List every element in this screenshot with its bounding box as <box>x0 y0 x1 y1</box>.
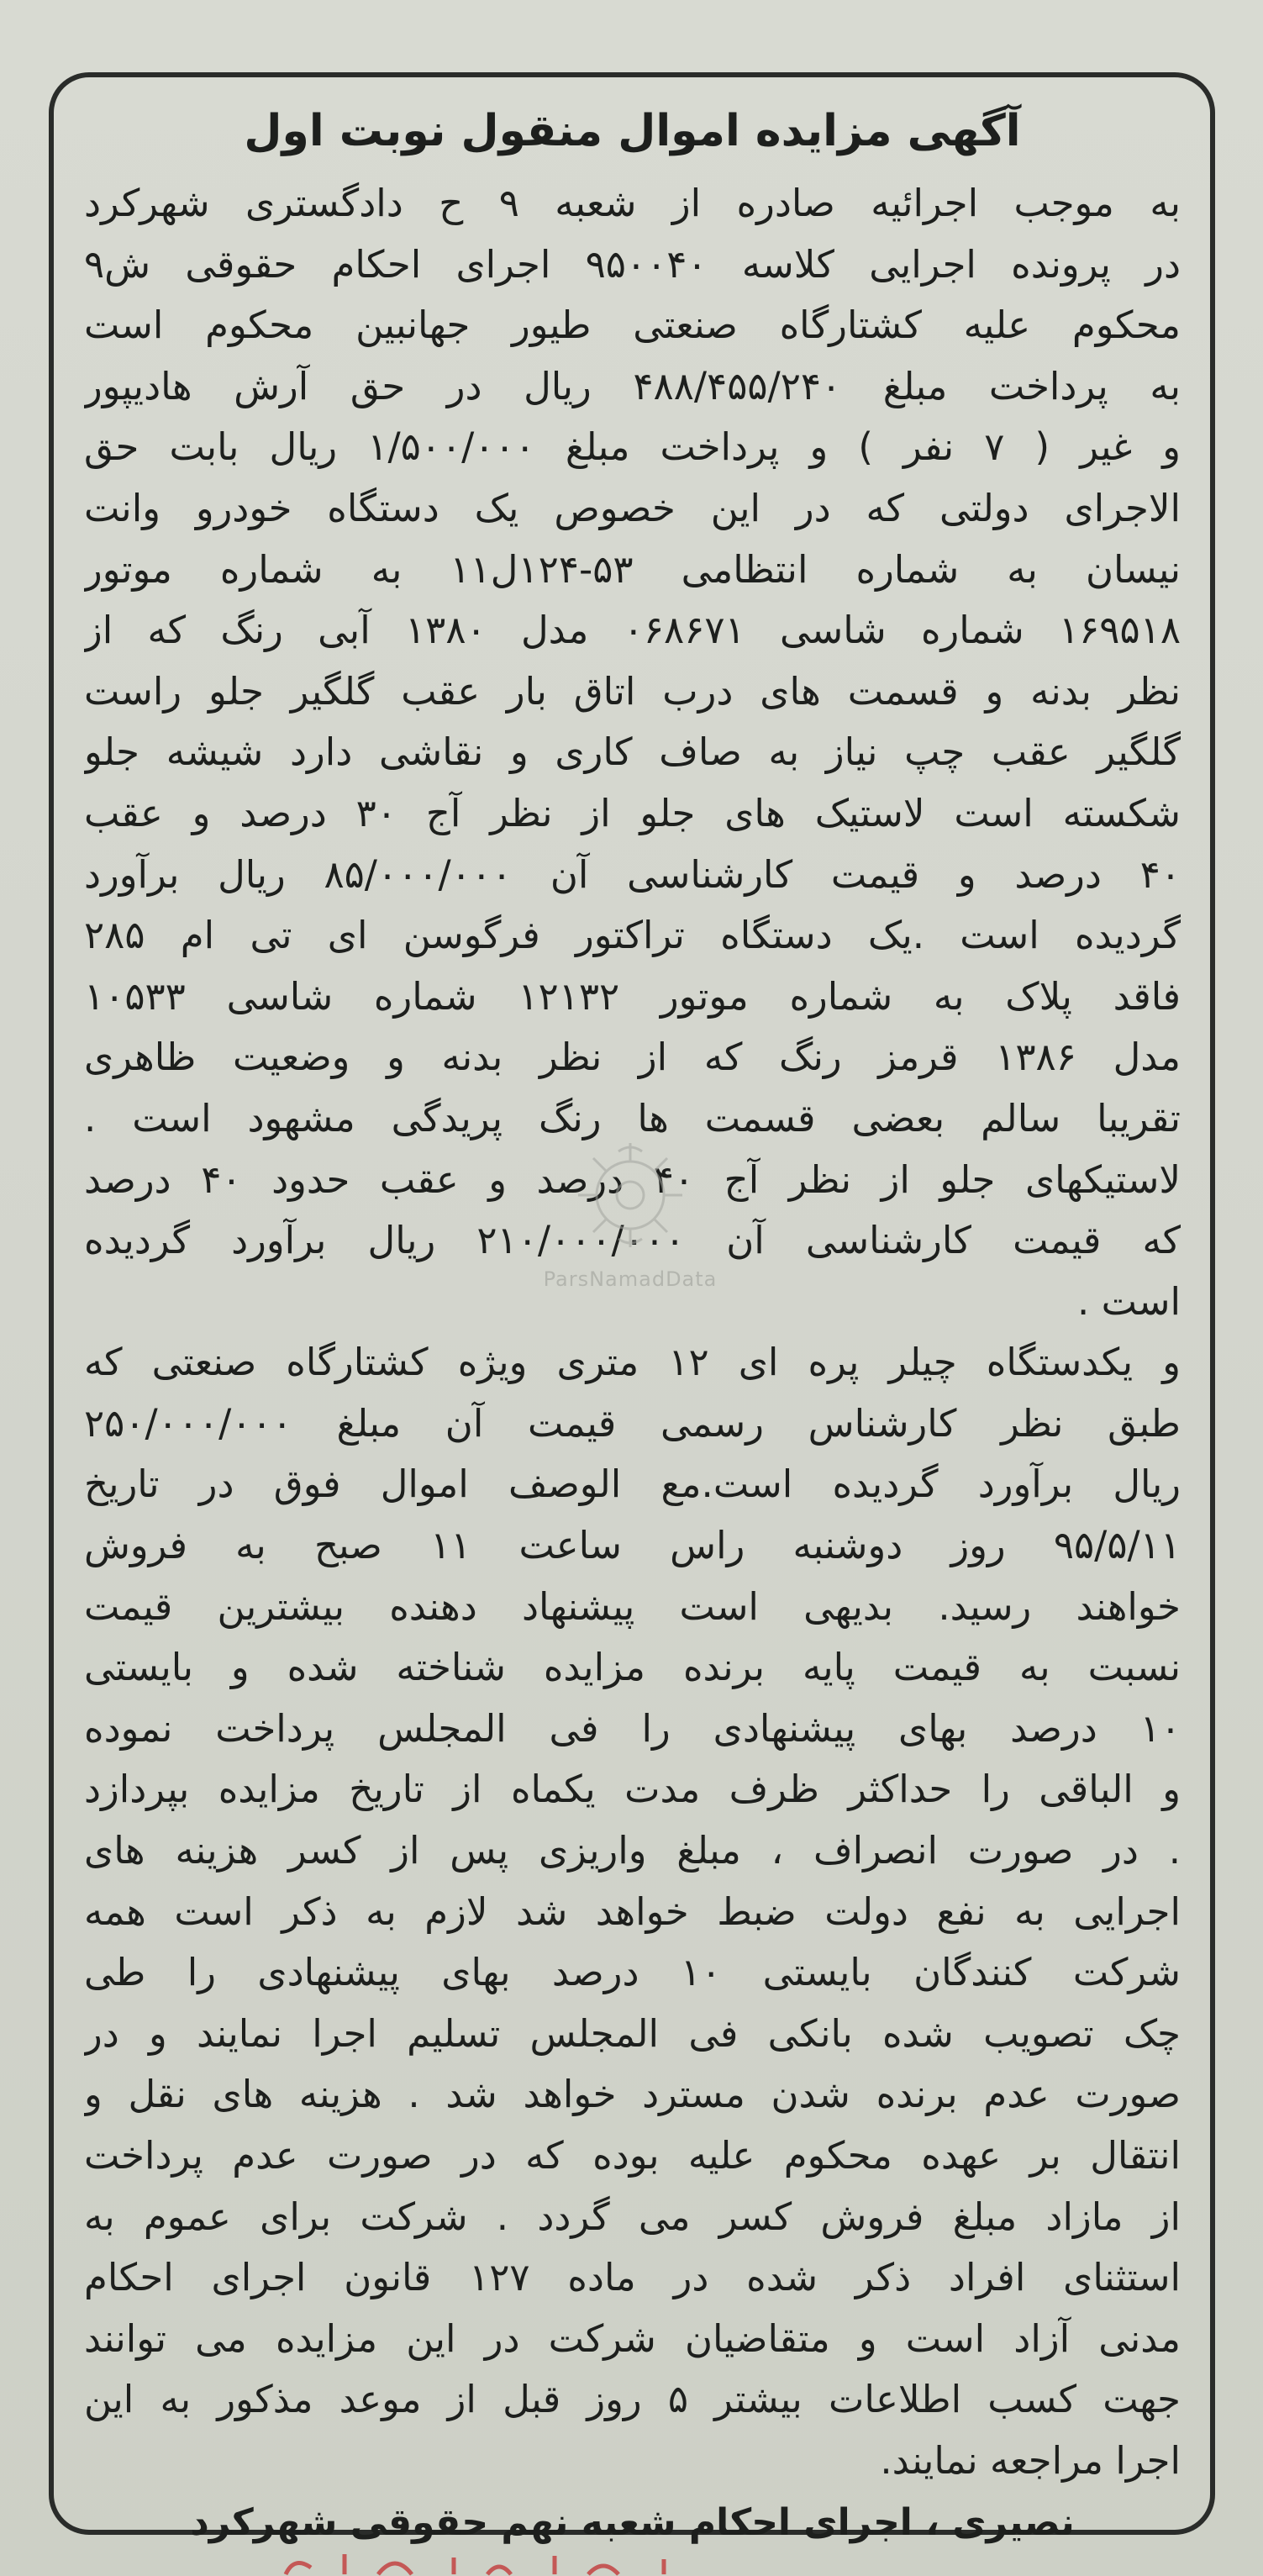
notice-line: و یکدستگاه چیلر پره ای ۱۲ متری ویژه کشتارگاه صنعتی که <box>84 1340 1181 1385</box>
notice-line: استثنای افراد ذکر شده در ماده ۱۲۷ قانون اجرای احکام <box>84 2255 1181 2300</box>
notice-line: . در صورت انصراف ، مبلغ واریزی پس از کسر هزینه های <box>84 1828 1181 1873</box>
notice-line: طبق نظر کارشناس رسمی قیمت آن مبلغ ۲۵۰/۰۰۰/۰۰۰ <box>84 1400 1181 1446</box>
notice-line: به پرداخت مبلغ ۴۸۸/۴۵۵/۲۴۰ ریال در حق آرش هادیپور <box>84 363 1181 408</box>
notice-line: و الباقی را حداکثر ظرف مدت یکماه از تاریخ مزایده بپردازد <box>84 1767 1181 1812</box>
notice-line: و غیر ( ۷ نفر ) و پرداخت مبلغ ۱/۵۰۰/۰۰۰ ریال بابت حق <box>84 424 1181 470</box>
notice-line: لاستیکهای جلو از نظر آج ۴۰ درصد و عقب حدود ۴۰ درصد <box>84 1156 1181 1202</box>
notice-line: صورت عدم برنده شدن مسترد خواهد شد . هزینه های نقل و <box>84 2072 1181 2117</box>
notice-line: ریال برآورد گردیده است.مع الوصف اموال فوق در تاریخ <box>84 1462 1181 1507</box>
notice-line: که قیمت کارشناسی آن ۲۱۰/۰۰۰/۰۰۰ ریال برآورد گردیده <box>84 1218 1181 1263</box>
notice-line: ۹۵/۵/۱۱ روز دوشنبه راس ساعت ۱۱ صبح به فروش <box>84 1523 1181 1568</box>
notice-line: الاجرای دولتی که در این خصوص یک دستگاه خودرو وانت <box>84 485 1181 530</box>
notice-line: ۱۶۹۵۱۸ شماره شاسی ۰۶۸۶۷۱ مدل ۱۳۸۰ آبی رنگ که از <box>84 608 1181 653</box>
notice-line: گلگیر عقب چپ نیاز به صاف کاری و نقاشی دارد شیشه جلو <box>84 730 1181 775</box>
notice-line: است . <box>1076 1278 1181 1324</box>
notice-line: نظر بدنه و قسمت های درب اتاق بار عقب گلگیر جلو راست <box>84 668 1181 714</box>
next-ad-fragment <box>269 2551 739 2576</box>
notice-body <box>84 173 1181 2492</box>
notice-line: به موجب اجرائیه صادره از شعبه ۹ ح دادگستری شهرکرد <box>84 181 1181 225</box>
notice-title: آگهی مزایده اموال منقول نوبت اول <box>244 106 1021 156</box>
notice-line: فاقد پلاک به شماره موتور ۱۲۱۳۲ شماره شاسی ۱۰۵۳۳ <box>84 973 1181 1019</box>
notice-line: در پرونده اجرایی کلاسه ۹۵۰۰۴۰ اجرای احکام حقوقی ش۹ <box>84 241 1181 287</box>
notice-line: اجرایی به نفع دولت ضبط خواهد شد لازم به ذکر است همه <box>84 1889 1181 1934</box>
notice-line: انتقال بر عهده محکوم علیه بوده که در صورت عدم پرداخت <box>84 2133 1181 2178</box>
notice-line: تقریبا سالم بعضی قسمت ها رنگ پریدگی مشهود است . <box>84 1095 1181 1140</box>
notice-line: ۴۰ درصد و قیمت کارشناسی آن ۸۵/۰۰۰/۰۰۰ ریال برآورد <box>84 851 1181 897</box>
auction-notice <box>84 101 1181 2544</box>
notice-line: محکوم علیه کشتارگاه صنعتی طیور جهانبین محکوم است <box>84 303 1181 348</box>
notice-line: مدل ۱۳۸۶ قرمز رنگ که از نظر بدنه و وضعیت ظاهری <box>84 1035 1181 1080</box>
watermark-text: ParsNamadData <box>543 1267 718 1291</box>
notice-line: چک تصویب شده بانکی فی المجلس تسلیم اجرا نمایند و در <box>84 2010 1181 2056</box>
notice-line: ۱۰ درصد بهای پیشنهادی را فی المجلس پرداخت نموده <box>84 1705 1181 1751</box>
notice-line: خواهند رسید. بدیهی است پیشنهاد دهنده بیشترین قیمت <box>84 1583 1181 1629</box>
notice-line: مدنی آزاد است و متقاضیان شرکت در این مزایده می توانند <box>84 2315 1181 2361</box>
notice-line: از مازاد مبلغ فروش کسر می گردد . شرکت برای عموم به <box>84 2194 1181 2239</box>
notice-line: نسبت به قیمت پایه برنده مزایده شناخته شده و بایستی <box>84 1645 1181 1690</box>
notice-line: شکسته است لاستیک های جلو از نظر آج ۳۰ درصد و عقب <box>84 790 1181 835</box>
notice-signature: نصیری ، اجرای احکام شعبه نهم حقوقی شهرکرد <box>190 2500 1075 2544</box>
notice-line: اجرا مراجعه نمایند. <box>880 2437 1181 2483</box>
notice-line: نیسان به شماره انتظامی ۵۳-۱۲۴ل۱۱ به شماره موتور <box>84 546 1181 592</box>
notice-line: شرکت کنندگان بایستی ۱۰ درصد بهای پیشنهادی را طی <box>84 1950 1181 1995</box>
notice-line: جهت کسب اطلاعات بیشتر ۵ روز قبل از موعد مذکور به این <box>84 2377 1181 2422</box>
notice-line: گردیده است .یک دستگاه تراکتور فرگوسن ای تی ام ۲۸۵ <box>84 913 1181 958</box>
